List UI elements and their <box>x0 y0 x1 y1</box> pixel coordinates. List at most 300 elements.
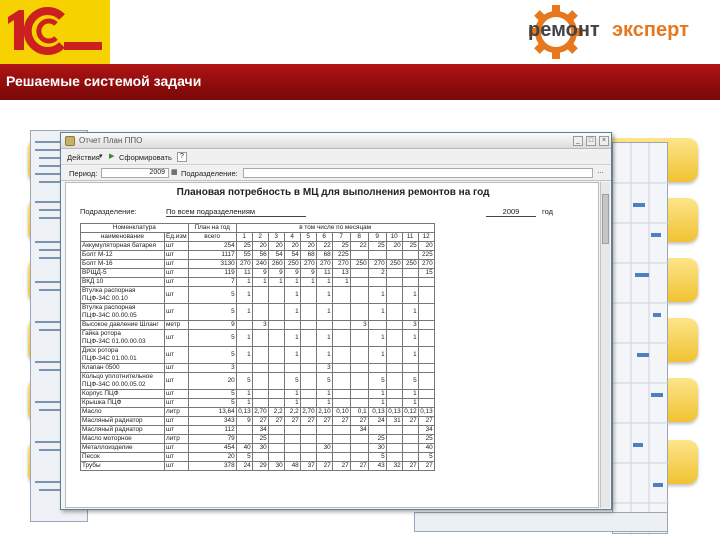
table-cell <box>402 426 418 435</box>
table-cell: 2,2 <box>284 408 300 417</box>
table-cell <box>252 330 268 347</box>
table-cell <box>368 278 386 287</box>
table-cell: шт <box>165 278 189 287</box>
table-cell: 25 <box>252 435 268 444</box>
table-cell: 9 <box>236 417 252 426</box>
table-row <box>81 304 435 321</box>
table-cell: 0,10 <box>332 408 350 417</box>
table-cell: 5 <box>188 399 236 408</box>
table-cell: 20 <box>268 242 284 251</box>
table-cell: 1 <box>332 278 350 287</box>
table-cell: Масло моторное <box>81 435 165 444</box>
table-cell <box>236 364 252 373</box>
table-row <box>81 269 435 278</box>
table-cell <box>332 364 350 373</box>
table-cell <box>300 426 316 435</box>
table-cell: 1 <box>402 287 418 304</box>
table-cell: 27 <box>350 462 368 471</box>
vertical-scrollbar[interactable] <box>600 182 610 508</box>
unit-param-label: Подразделение: <box>181 169 238 178</box>
table-cell: 9 <box>300 269 316 278</box>
table-cell: Кольцо уплотнительное ПЦФ-34С 00.00.05.02 <box>81 373 165 390</box>
table-cell: 3 <box>252 321 268 330</box>
report-unit-value: По всем подразделениям <box>166 207 306 217</box>
table-cell: Крышка ПЦФ <box>81 399 165 408</box>
table-cell: 225 <box>418 251 434 260</box>
background-window-right <box>612 142 668 534</box>
table-cell: 5 <box>188 347 236 364</box>
table-cell: 30 <box>268 462 284 471</box>
report-year-suffix: год <box>542 207 553 216</box>
table-cell: 1 <box>368 399 386 408</box>
table-cell: 25 <box>332 242 350 251</box>
table-cell <box>386 426 402 435</box>
table-cell <box>268 347 284 364</box>
table-cell <box>284 321 300 330</box>
table-cell: 5 <box>316 373 332 390</box>
table-cell <box>284 444 300 453</box>
table-cell <box>332 399 350 408</box>
table-cell: 1 <box>402 304 418 321</box>
table-cell: 254 <box>188 242 236 251</box>
table-cell <box>418 278 434 287</box>
table-cell: 9 <box>252 269 268 278</box>
table-cell: Металлоизделие <box>81 444 165 453</box>
table-cell: шт <box>165 444 189 453</box>
window-icon <box>65 136 75 146</box>
table-cell: 9 <box>188 321 236 330</box>
table-cell: 5 <box>368 373 386 390</box>
table-cell: 240 <box>252 260 268 269</box>
table-cell <box>418 373 434 390</box>
table-cell <box>300 304 316 321</box>
play-icon: ▶ <box>109 153 115 160</box>
table-cell: 270 <box>316 260 332 269</box>
table-cell <box>368 321 386 330</box>
table-cell: шт <box>165 242 189 251</box>
table-cell: 2,10 <box>316 408 332 417</box>
unit-input[interactable] <box>243 168 593 178</box>
table-cell: 250 <box>402 260 418 269</box>
table-cell <box>252 453 268 462</box>
table-cell <box>386 364 402 373</box>
table-cell: 9 <box>268 269 284 278</box>
table-cell: 27 <box>268 417 284 426</box>
table-cell: Втулка распорная ПЦФ-34С 00.10 <box>81 287 165 304</box>
table-cell: Аккумуляторная батарея <box>81 242 165 251</box>
table-cell <box>368 364 386 373</box>
table-cell <box>386 444 402 453</box>
table-header-cell: 2 <box>252 233 268 242</box>
table-cell <box>350 444 368 453</box>
table-cell <box>284 364 300 373</box>
table-row <box>81 287 435 304</box>
table-header-cell: 7 <box>332 233 350 242</box>
slide-title: Решаемые системой задачи <box>6 73 202 89</box>
table-cell: 225 <box>332 251 350 260</box>
table-cell <box>332 453 350 462</box>
table-cell <box>316 426 332 435</box>
table-cell: 3 <box>188 364 236 373</box>
table-cell <box>418 347 434 364</box>
table-cell <box>284 435 300 444</box>
table-cell: 15 <box>418 269 434 278</box>
table-cell <box>332 426 350 435</box>
brand-logo <box>512 0 720 64</box>
table-cell: 20 <box>300 242 316 251</box>
table-cell: 1 <box>252 278 268 287</box>
table-cell <box>418 399 434 408</box>
table-cell: шт <box>165 373 189 390</box>
table-cell: 1 <box>236 399 252 408</box>
table-cell <box>418 304 434 321</box>
table-cell <box>386 251 402 260</box>
table-header-cell: 12 <box>418 233 434 242</box>
table-cell <box>386 390 402 399</box>
table-cell <box>418 390 434 399</box>
table-cell: Трубы <box>81 462 165 471</box>
table-cell: 2,70 <box>300 408 316 417</box>
table-cell: 270 <box>300 260 316 269</box>
select-button-icon[interactable]: … <box>597 168 604 175</box>
table-cell: 270 <box>332 260 350 269</box>
table-cell: 1 <box>316 287 332 304</box>
table-cell <box>300 390 316 399</box>
table-cell: 260 <box>268 260 284 269</box>
table-cell <box>386 304 402 321</box>
table-cell: 25 <box>368 242 386 251</box>
table-cell <box>350 364 368 373</box>
table-cell <box>332 321 350 330</box>
table-cell <box>386 399 402 408</box>
table-cell: Втулка распорная ПЦФ-34С 00.00.05 <box>81 304 165 321</box>
report-table <box>80 223 435 471</box>
table-row <box>81 444 435 453</box>
table-row <box>81 330 435 347</box>
table-cell: 2,70 <box>252 408 268 417</box>
window-titlebar[interactable] <box>61 133 611 149</box>
table-cell: 1 <box>284 347 300 364</box>
table-cell <box>268 435 284 444</box>
table-cell <box>284 453 300 462</box>
table-row <box>81 347 435 364</box>
report-year-value: 2009 <box>486 207 536 217</box>
table-cell: 1 <box>402 390 418 399</box>
table-cell <box>386 435 402 444</box>
table-cell: 27 <box>418 462 434 471</box>
table-cell: 1 <box>236 330 252 347</box>
table-cell: 2,2 <box>268 408 284 417</box>
table-cell <box>350 269 368 278</box>
brand-word-1: ремонт <box>528 19 600 41</box>
table-cell <box>402 278 418 287</box>
table-cell: 1 <box>268 278 284 287</box>
table-cell: 5 <box>284 373 300 390</box>
maximize-icon[interactable]: □ <box>586 136 596 146</box>
table-header-cell: 3 <box>268 233 284 242</box>
table-cell <box>268 287 284 304</box>
table-cell: 22 <box>316 242 332 251</box>
table-cell: 3 <box>402 321 418 330</box>
table-cell: 119 <box>188 269 236 278</box>
table-cell: 27 <box>300 417 316 426</box>
help-button[interactable]: ? <box>177 152 187 162</box>
table-cell <box>268 453 284 462</box>
table-cell: Клапан 0500 <box>81 364 165 373</box>
table-cell: 1 <box>284 304 300 321</box>
table-cell: 1 <box>316 278 332 287</box>
table-cell: 3130 <box>188 260 236 269</box>
table-cell: 54 <box>284 251 300 260</box>
table-cell: 25 <box>402 242 418 251</box>
table-cell: 270 <box>418 260 434 269</box>
table-cell: 0,1 <box>350 408 368 417</box>
table-cell: Песок <box>81 453 165 462</box>
table-cell: 11 <box>316 269 332 278</box>
table-cell: 20 <box>252 242 268 251</box>
table-cell <box>316 435 332 444</box>
table-cell: 25 <box>368 435 386 444</box>
table-cell <box>236 321 252 330</box>
table-cell: 112 <box>188 426 236 435</box>
table-cell <box>236 435 252 444</box>
table-cell: 27 <box>316 462 332 471</box>
table-cell: 0,13 <box>236 408 252 417</box>
table-cell: 1 <box>284 330 300 347</box>
header <box>0 0 720 64</box>
table-cell: 1 <box>368 390 386 399</box>
table-cell: 24 <box>368 417 386 426</box>
table-cell <box>236 426 252 435</box>
table-cell: 378 <box>188 462 236 471</box>
generate-button[interactable]: Сформировать <box>119 153 172 162</box>
report-sheet <box>65 182 599 508</box>
table-cell: 20 <box>188 453 236 462</box>
table-cell <box>386 278 402 287</box>
table-cell <box>300 453 316 462</box>
report-window <box>60 132 612 510</box>
table-row <box>81 417 435 426</box>
table-cell: 1 <box>316 330 332 347</box>
table-cell <box>386 453 402 462</box>
table-cell <box>386 321 402 330</box>
table-header-cell: 9 <box>368 233 386 242</box>
report-unit-label: Подразделение: <box>80 207 137 216</box>
table-cell <box>350 453 368 462</box>
table-cell: 250 <box>350 260 368 269</box>
table-cell <box>402 364 418 373</box>
table-cell: Болт М-12 <box>81 251 165 260</box>
table-cell <box>418 330 434 347</box>
table-cell: 20 <box>386 242 402 251</box>
table-row <box>81 321 435 330</box>
table-cell <box>268 444 284 453</box>
chevron-down-icon[interactable]: ▾ <box>99 153 103 160</box>
table-cell <box>350 373 368 390</box>
table-cell: 1 <box>316 347 332 364</box>
table-cell <box>386 373 402 390</box>
table-cell: 1 <box>284 390 300 399</box>
table-cell: Гайка ротора ПЦФ-34С 01.00.00.03 <box>81 330 165 347</box>
table-row <box>81 390 435 399</box>
table-cell <box>402 251 418 260</box>
table-cell: 1 <box>236 347 252 364</box>
table-cell: 30 <box>368 444 386 453</box>
window-title: Отчет План ППО <box>79 136 143 145</box>
table-header-row <box>81 224 435 233</box>
table-cell: 40 <box>418 444 434 453</box>
table-cell <box>350 304 368 321</box>
table-cell: Масляный радиатор <box>81 417 165 426</box>
table-cell: 54 <box>268 251 284 260</box>
table-cell <box>300 321 316 330</box>
table-cell <box>418 287 434 304</box>
table-cell: 5 <box>236 453 252 462</box>
table-cell: 27 <box>332 462 350 471</box>
table-row <box>81 364 435 373</box>
table-cell: ВКД 10 <box>81 278 165 287</box>
table-cell <box>300 330 316 347</box>
table-cell: 27 <box>284 417 300 426</box>
table-header-row <box>81 233 435 242</box>
table-cell: 0,12 <box>402 408 418 417</box>
table-cell <box>332 304 350 321</box>
table-cell <box>300 399 316 408</box>
table-cell <box>402 269 418 278</box>
close-icon[interactable]: × <box>599 136 609 146</box>
table-cell: шт <box>165 304 189 321</box>
table-header-cell: План на год <box>188 224 236 233</box>
table-row <box>81 462 435 471</box>
table-cell: 32 <box>386 462 402 471</box>
table-cell: 30 <box>252 444 268 453</box>
table-cell <box>252 304 268 321</box>
table-cell: 79 <box>188 435 236 444</box>
table-cell <box>350 330 368 347</box>
table-cell: шт <box>165 462 189 471</box>
gantt-grid-icon <box>613 143 669 535</box>
table-cell: 34 <box>418 426 434 435</box>
table-cell: 27 <box>332 417 350 426</box>
table-cell <box>252 373 268 390</box>
table-cell: 3 <box>316 364 332 373</box>
table-cell: 68 <box>300 251 316 260</box>
table-cell: шт <box>165 287 189 304</box>
table-cell <box>350 278 368 287</box>
table-header-cell: Ед.изм <box>166 233 187 240</box>
table-cell: 56 <box>252 251 268 260</box>
table-cell <box>418 321 434 330</box>
table-header-cell: 8 <box>350 233 368 242</box>
table-cell: 0,13 <box>368 408 386 417</box>
table-cell <box>402 435 418 444</box>
calendar-icon[interactable]: ▦ <box>171 169 178 176</box>
slide-title-bar <box>0 64 720 100</box>
table-cell <box>332 435 350 444</box>
table-cell: 20 <box>188 373 236 390</box>
table-row <box>81 435 435 444</box>
table-cell: шт <box>165 364 189 373</box>
table-cell: шт <box>165 417 189 426</box>
table-cell: 13,64 <box>188 408 236 417</box>
table-cell <box>268 304 284 321</box>
minimize-icon[interactable]: _ <box>573 136 583 146</box>
table-cell: 270 <box>236 260 252 269</box>
table-cell <box>300 347 316 364</box>
period-input[interactable]: 2009 <box>101 168 169 178</box>
table-cell: 270 <box>368 260 386 269</box>
table-cell <box>252 364 268 373</box>
table-cell: шт <box>165 269 189 278</box>
table-cell <box>350 287 368 304</box>
table-cell: 1 <box>316 390 332 399</box>
table-cell <box>350 251 368 260</box>
window-toolbar <box>61 150 611 165</box>
table-cell <box>300 444 316 453</box>
table-cell <box>268 373 284 390</box>
table-cell: 22 <box>350 242 368 251</box>
table-cell: 1 <box>402 399 418 408</box>
actions-menu[interactable]: Действия <box>67 153 100 162</box>
table-cell: 1 <box>284 278 300 287</box>
table-cell <box>252 287 268 304</box>
scroll-thumb[interactable] <box>602 194 609 244</box>
table-cell: 9 <box>284 269 300 278</box>
brand-word-2: эксперт <box>612 19 689 41</box>
table-cell: 1 <box>368 330 386 347</box>
table-cell: 25 <box>236 242 252 251</box>
table-cell <box>332 373 350 390</box>
table-cell: 1 <box>368 304 386 321</box>
table-cell: шт <box>165 251 189 260</box>
table-cell <box>402 444 418 453</box>
table-cell: 5 <box>188 304 236 321</box>
table-cell <box>252 347 268 364</box>
table-header-cell: 5 <box>300 233 316 242</box>
table-cell: Масло <box>81 408 165 417</box>
table-cell: 5 <box>368 453 386 462</box>
table-cell: ВРЩД-5 <box>81 269 165 278</box>
table-cell: 37 <box>300 462 316 471</box>
table-cell <box>300 435 316 444</box>
table-cell: 34 <box>252 426 268 435</box>
table-cell: шт <box>165 330 189 347</box>
table-cell: 1 <box>284 287 300 304</box>
table-cell <box>300 287 316 304</box>
table-cell: шт <box>165 390 189 399</box>
table-cell <box>284 426 300 435</box>
table-cell: 1 <box>236 390 252 399</box>
table-cell <box>252 390 268 399</box>
table-cell: 43 <box>368 462 386 471</box>
table-cell <box>268 364 284 373</box>
table-cell: литр <box>165 408 189 417</box>
table-row <box>81 453 435 462</box>
table-cell: 5 <box>188 390 236 399</box>
table-cell: 250 <box>284 260 300 269</box>
table-cell: 1 <box>316 304 332 321</box>
table-cell: 29 <box>252 462 268 471</box>
period-label: Период: <box>69 169 98 178</box>
table-cell: 7 <box>188 278 236 287</box>
table-row <box>81 373 435 390</box>
table-cell: 25 <box>418 435 434 444</box>
table-row <box>81 260 435 269</box>
table-cell: шт <box>165 260 189 269</box>
table-cell <box>268 321 284 330</box>
table-cell: литр <box>165 435 189 444</box>
table-cell: 55 <box>236 251 252 260</box>
